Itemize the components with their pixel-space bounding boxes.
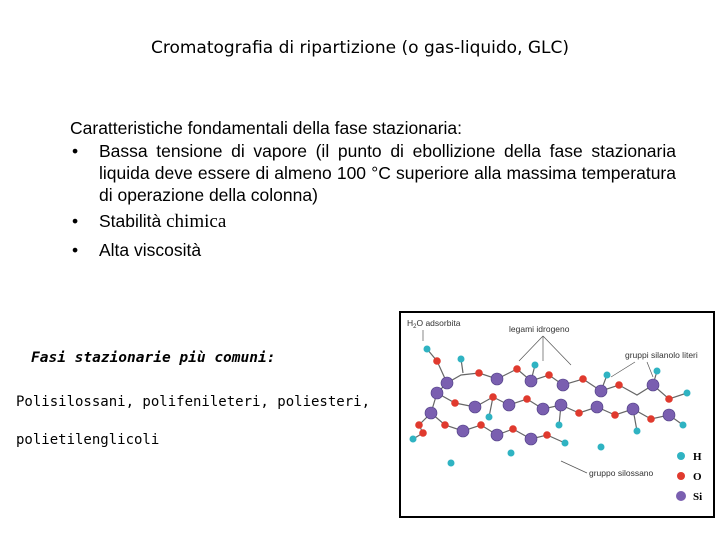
list-item xyxy=(70,140,676,206)
bullet-marker: • xyxy=(72,240,79,260)
hydrogen-bond-label: legami idrogeno xyxy=(509,324,570,334)
silicon-legend-swatch xyxy=(676,491,686,501)
characteristics-list xyxy=(70,140,676,261)
common-phases-text: Polisilossani, polifenileteri, poliesteri, polietilenglicoli xyxy=(16,394,371,448)
bonds xyxy=(413,349,687,443)
bullet-marker: • xyxy=(72,211,79,231)
siloxane-label: gruppo silossano xyxy=(589,468,654,478)
hydrogen-atoms xyxy=(410,346,691,467)
common-phases-title: Fasi stazionarie più comuni: xyxy=(31,350,276,366)
bullet-text-vapor: Bassa tensione di vapore (il punto di ebollizione della fase stazionaria liquida deve essere di almeno 100 °C superiore alla massima temperatura di operazione della colonna) xyxy=(99,141,676,205)
slide-title: Cromatografia di ripartizione (o gas-liquido, GLC) xyxy=(150,38,570,58)
silicon-legend-label: Si xyxy=(693,491,703,503)
oxygen-legend-label: O xyxy=(693,471,702,483)
hydrogen-legend-label: H xyxy=(693,451,702,463)
list-item xyxy=(70,210,676,233)
silanol-label: gruppi silanolo literi xyxy=(625,350,698,360)
bullet-text-stability: Stabilità xyxy=(99,211,167,231)
bullet-text-viscosity: Alta viscosità xyxy=(99,240,202,260)
atom-legend xyxy=(676,451,702,503)
bullet-marker: • xyxy=(72,141,79,161)
water-label: $H_2O$ adsorbita xyxy=(407,318,461,330)
silica-surface-figure xyxy=(399,311,715,518)
list-item xyxy=(70,239,676,261)
oxygen-atoms xyxy=(415,357,673,439)
molecule-diagram xyxy=(401,313,713,516)
bullet-text-stability-word: chimica xyxy=(166,211,227,232)
characteristics-heading: Caratteristiche fondamentali della fase stazionaria: xyxy=(70,118,463,138)
characteristics-block xyxy=(70,117,676,261)
hydrogen-legend-swatch xyxy=(677,452,685,460)
atoms xyxy=(410,346,691,467)
oxygen-legend-swatch xyxy=(677,472,685,480)
